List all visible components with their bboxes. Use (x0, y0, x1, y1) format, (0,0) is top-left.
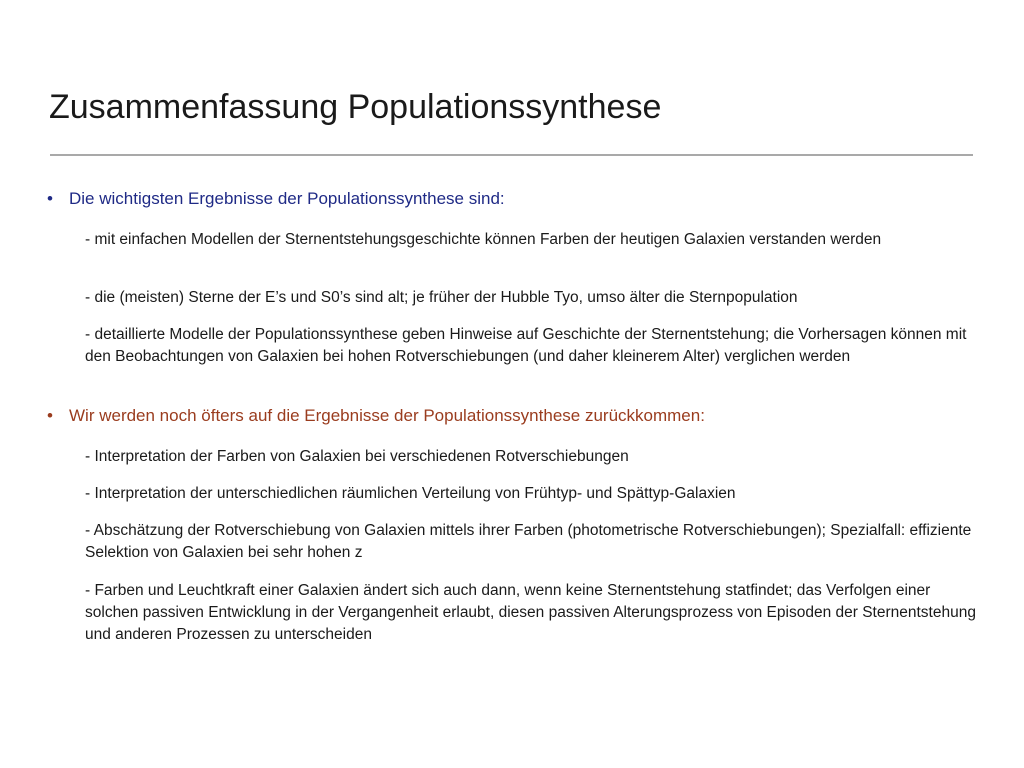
bullet-marker: • (47, 189, 53, 208)
sub-item: - Interpretation der Farben von Galaxien bei verschiedenen Rotverschiebungen (85, 448, 629, 465)
sub-item: - Abschätzung der Rotverschiebung von Galaxien mittels ihrer Farben (photometrische Rotverschiebungen); Spezialfall: effiziente Selektion von Galaxien bei sehr hohen z (85, 522, 972, 561)
slide-title: Zusammenfassung Populationssynthese (49, 88, 662, 126)
bullet-marker: • (47, 406, 53, 425)
sub-item: - detaillierte Modelle der Populationssynthese geben Hinweise auf Geschichte der Sternentstehung; die Vorhersagen können mit den Beobachtungen von Galaxien bei hohen Rotverschiebungen (und daher kleinerem Alter) verglichen werden (85, 326, 967, 365)
title-divider (50, 154, 973, 156)
sub-item: - Farben und Leuchtkraft einer Galaxien ändert sich auch dann, wenn keine Sternentstehung statfindet; das Verfolgen einer solchen passiven Entwicklung in der Vergangenheit erlaubt, diesen passiven Alterungsprozess von Episoden der Sternentstehung und anderen Prozessen zu unterscheiden (85, 582, 976, 643)
bullet-text: Die wichtigsten Ergebnisse der Populationssynthese sind: (69, 189, 505, 208)
sub-item: - Interpretation der unterschiedlichen räumlichen Verteilung von Frühtyp- und Spättyp-Galaxien (85, 485, 736, 502)
bullet-item-results (47, 189, 505, 209)
bullet-text: Wir werden noch öfters auf die Ergebnisse der Populationssynthese zurückkommen: (69, 406, 705, 425)
bullet-item-outlook (47, 406, 705, 426)
sub-item: - mit einfachen Modellen der Sternentstehungsgeschichte können Farben der heutigen Galaxien verstanden werden (85, 231, 882, 248)
sub-item: - die (meisten) Sterne der E’s und S0’s sind alt; je früher der Hubble Tyo, umso älter die Sternpopulation (85, 289, 798, 306)
